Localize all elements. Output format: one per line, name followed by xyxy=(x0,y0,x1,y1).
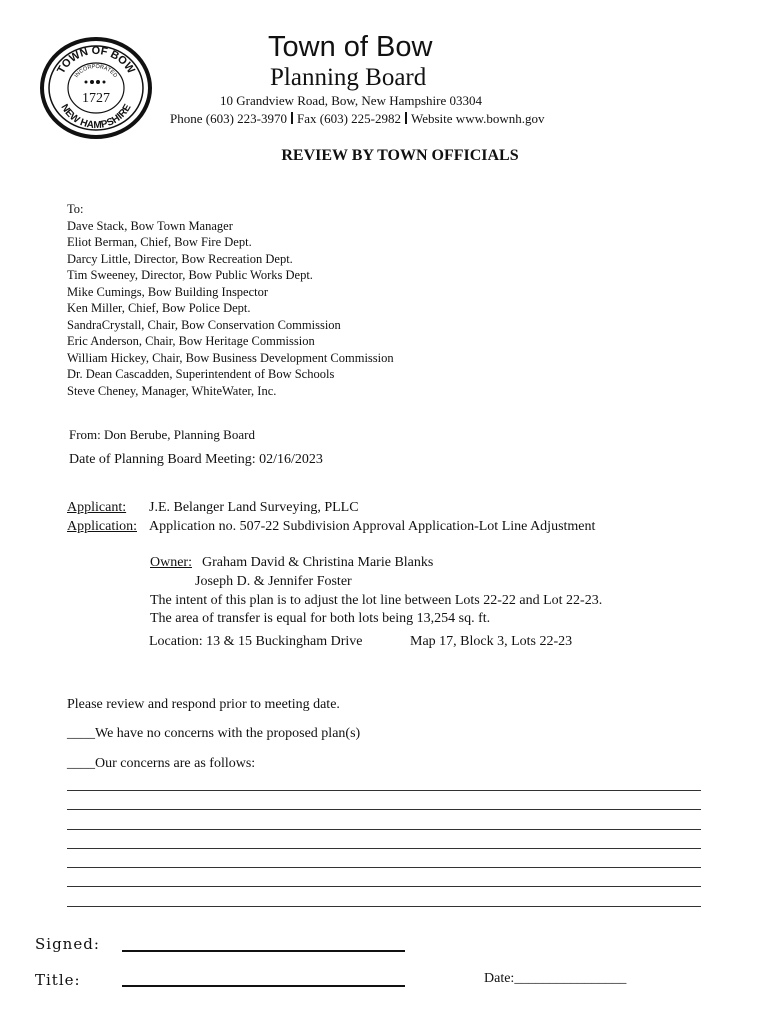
recipient: Eric Anderson, Chair, Bow Heritage Commission xyxy=(67,334,315,348)
from-line: From: Don Berube, Planning Board xyxy=(69,427,255,442)
applicant-label: Applicant: xyxy=(67,500,127,515)
phone-number: Phone (603) 223-3970 xyxy=(170,111,287,126)
location-text: Location: 13 & 15 Buckingham Drive xyxy=(149,634,363,649)
date-field[interactable]: Date:________________ xyxy=(484,971,627,986)
recipient: Steve Cheney, Manager, WhiteWater, Inc. xyxy=(67,383,277,398)
document-title: REVIEW BY TOWN OFFICIALS xyxy=(281,147,519,164)
town-seal xyxy=(38,36,153,141)
owner-line-1: Graham David & Christina Marie Blanks xyxy=(202,555,434,570)
recipient: SandraCrystall, Chair, Bow Conservation Commission xyxy=(67,317,341,332)
recipient: Dave Stack, Bow Town Manager xyxy=(67,218,233,233)
town-name: Town of Bow xyxy=(268,31,433,63)
contact-line xyxy=(170,111,545,127)
response-line[interactable] xyxy=(67,906,701,907)
seal-bottom-text: NEW HAMPSHIRE xyxy=(58,102,134,132)
applicant-value: J.E. Belanger Land Surveying, PLLC xyxy=(149,500,359,515)
address: 10 Grandview Road, Bow, New Hampshire 03304 xyxy=(220,93,482,108)
recipient: Dr. Dean Cascadden, Superintendent of Bow Schools xyxy=(67,367,335,381)
website: Website www.bownh.gov xyxy=(411,111,545,126)
separator xyxy=(291,112,293,124)
application-label: Application: xyxy=(67,519,137,534)
response-line[interactable] xyxy=(67,886,701,887)
signed-label: Signed: xyxy=(35,935,100,953)
concerns-option[interactable]: ____Our concerns are as follows: xyxy=(67,756,256,771)
response-line[interactable] xyxy=(67,867,701,868)
review-request: Please review and respond prior to meeting date. xyxy=(67,697,340,712)
svg-text:INCORPORATED xyxy=(74,64,118,79)
owner-line-2: Joseph D. & Jennifer Foster xyxy=(195,574,352,589)
seal-top-text: TOWN OF BOW xyxy=(55,44,137,76)
separator xyxy=(405,112,407,124)
svg-text:NEW HAMPSHIRE xyxy=(58,102,133,131)
seal-year: 1727 xyxy=(82,91,110,106)
owner-label: Owner: xyxy=(150,555,192,570)
response-line[interactable] xyxy=(67,829,701,830)
recipient: Eliot Berman, Chief, Bow Fire Dept. xyxy=(67,235,252,249)
recipients-block xyxy=(67,201,394,399)
recipient: William Hickey, Chair, Bow Business Development Commission xyxy=(67,350,394,365)
recipient: Darcy Little, Director, Bow Recreation Dept. xyxy=(67,251,293,266)
title-line[interactable] xyxy=(122,985,405,987)
recipient: Mike Cumings, Bow Building Inspector xyxy=(67,284,269,299)
meeting-date: Date of Planning Board Meeting: 02/16/2023 xyxy=(69,452,323,467)
signature-line[interactable] xyxy=(122,950,405,952)
concerns-response-area[interactable] xyxy=(67,790,701,925)
board-name: Planning Board xyxy=(270,64,427,91)
fax-number: Fax (603) 225-2982 xyxy=(297,111,401,126)
seal-inner-text: INCORPORATED xyxy=(73,63,119,79)
area-text: The area of transfer is equal for both lots being 13,254 sq. ft. xyxy=(150,611,491,626)
intent-text: The intent of this plan is to adjust the lot line between Lots 22-22 and Lot 22-23. xyxy=(150,593,603,608)
response-line[interactable] xyxy=(67,848,701,849)
no-concerns-option[interactable]: ____We have no concerns with the proposed plan(s) xyxy=(67,726,361,741)
recipient: Ken Miller, Chief, Bow Police Dept. xyxy=(67,301,251,315)
to-label: To: xyxy=(67,202,84,216)
recipient: Tim Sweeney, Director, Bow Public Works Dept. xyxy=(67,268,313,282)
response-line[interactable] xyxy=(67,790,701,791)
map-text: Map 17, Block 3, Lots 22-23 xyxy=(410,634,573,649)
title-label: Title: xyxy=(35,971,81,989)
response-line[interactable] xyxy=(67,809,701,810)
application-value: Application no. 507-22 Subdivision Approval Application-Lot Line Adjustment xyxy=(149,519,596,534)
svg-text:TOWN OF BOW xyxy=(55,45,137,76)
